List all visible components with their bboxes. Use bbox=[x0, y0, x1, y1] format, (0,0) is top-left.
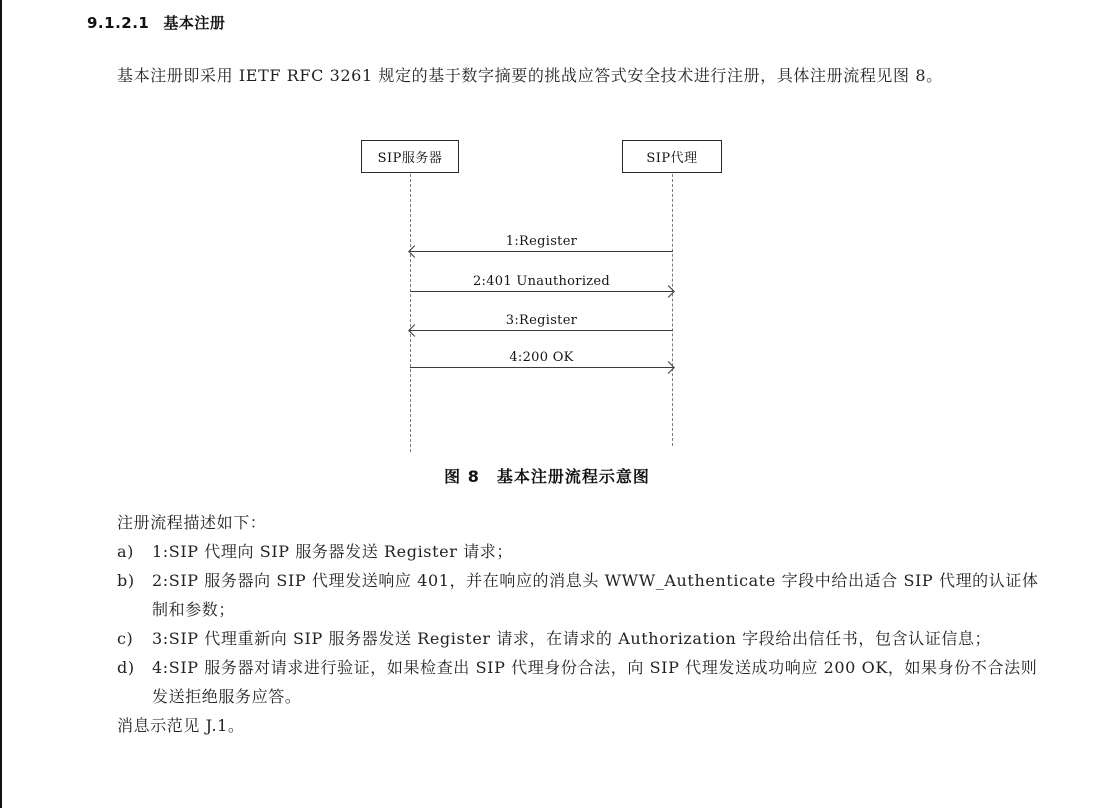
description-block bbox=[117, 508, 1052, 740]
message-label: 2:401 Unauthorized bbox=[472, 274, 611, 289]
message-register-1 bbox=[410, 232, 673, 252]
list-item-text: 1:SIP 代理向 SIP 服务器发送 Register 请求； bbox=[152, 542, 513, 561]
intro-paragraph: 基本注册即采用 IETF RFC 3261 规定的基于数字摘要的挑战应答式安全技术进行注册，具体注册流程见图 8。 bbox=[117, 66, 943, 85]
message-label: 1:Register bbox=[505, 234, 578, 249]
lifeline-sip-proxy bbox=[672, 174, 673, 446]
section-title: 基本注册 bbox=[163, 14, 226, 32]
list-item bbox=[117, 624, 1052, 653]
description-lead: 注册流程描述如下： bbox=[117, 513, 267, 532]
list-item bbox=[117, 566, 1052, 624]
list-item-text: 2:SIP 服务器向 SIP 代理发送响应 401，并在响应的消息头 WWW_Authenticate 字段中给出适合 SIP 代理的认证体制和参数； bbox=[152, 571, 1039, 619]
actor-box-sip-server bbox=[361, 140, 459, 173]
list-marker: b) bbox=[117, 571, 135, 590]
message-label: 4:200 OK bbox=[509, 350, 574, 365]
list-marker: a) bbox=[117, 542, 134, 561]
list-item-text: 3:SIP 代理重新向 SIP 服务器发送 Register 请求，在请求的 Authorization 字段给出信任书，包含认证信息； bbox=[152, 629, 992, 648]
message-arrow-line bbox=[410, 251, 673, 252]
message-label: 3:Register bbox=[505, 313, 578, 328]
message-arrow-line bbox=[410, 291, 673, 292]
message-register-3 bbox=[410, 311, 673, 331]
list-item bbox=[117, 537, 1052, 566]
list-marker: d) bbox=[117, 658, 135, 677]
sequence-diagram bbox=[357, 140, 729, 455]
actor-box-sip-proxy bbox=[622, 140, 722, 173]
actor-label-sip-server: SIP服务器 bbox=[377, 151, 443, 166]
list-item bbox=[117, 653, 1052, 711]
description-footer: 消息示范见 J.1。 bbox=[117, 716, 245, 735]
list-marker: c) bbox=[117, 629, 134, 648]
message-401-unauthorized bbox=[410, 272, 673, 292]
section-number: 9.1.2.1 bbox=[87, 14, 150, 32]
message-arrow-line bbox=[410, 367, 673, 368]
figure-caption: 图 8 基本注册流程示意图 bbox=[444, 467, 650, 486]
actor-label-sip-proxy: SIP代理 bbox=[646, 151, 698, 166]
list-item-text: 4:SIP 服务器对请求进行验证，如果检查出 SIP 代理身份合法，向 SIP 代理发送成功响应 200 OK，如果身份不合法则发送拒绝服务应答。 bbox=[152, 658, 1038, 706]
message-200-ok bbox=[410, 348, 673, 368]
message-arrow-line bbox=[410, 330, 673, 331]
section-heading bbox=[87, 12, 225, 33]
